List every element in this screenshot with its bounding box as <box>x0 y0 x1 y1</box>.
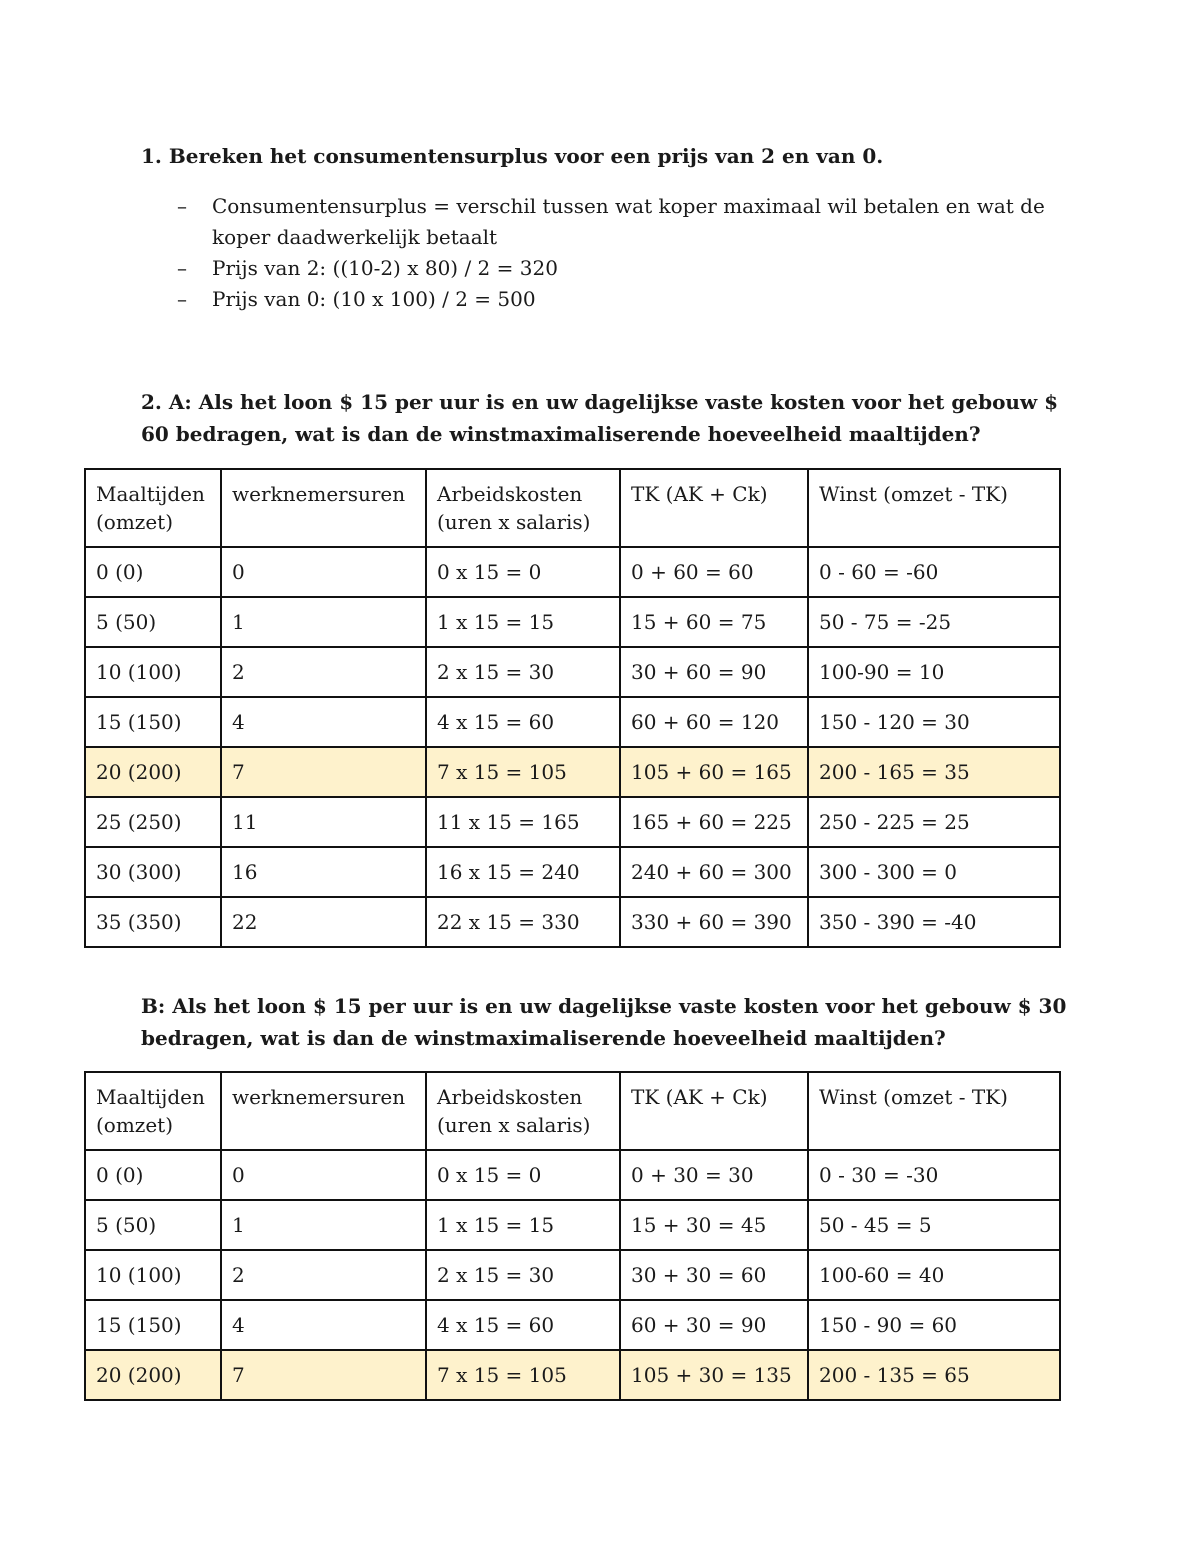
cell: 4 <box>221 1300 426 1350</box>
bullet-text: Prijs van 2: ((10-2) x 80) / 2 = 320 <box>212 256 558 280</box>
question-2b-heading: B: Als het loon $ 15 per uur is en uw dagelijkse vaste kosten voor het gebouw $ 30 bedragen, wat is dan de winstmaximaliserende hoeveelheid maaltijden? <box>141 994 1067 1050</box>
table-row <box>85 897 1060 947</box>
cell: 7 <box>221 1350 426 1400</box>
cell: 15 (150) <box>85 1300 221 1350</box>
header-cell: Winst (omzet - TK) <box>808 469 1060 547</box>
bullet-text: Prijs van 0: (10 x 100) / 2 = 500 <box>212 287 536 311</box>
cell: 1 <box>221 597 426 647</box>
cell: 50 - 45 = 5 <box>808 1200 1060 1250</box>
cell: 30 (300) <box>85 847 221 897</box>
header-cell: werknemersuren <box>221 1072 426 1150</box>
cell: 2 <box>221 647 426 697</box>
table-row <box>85 597 1060 647</box>
cell: 250 - 225 = 25 <box>808 797 1060 847</box>
table-header-row <box>85 1072 1060 1150</box>
table-row <box>85 1150 1060 1200</box>
header-cell: Maaltijden (omzet) <box>85 1072 221 1150</box>
cell: 350 - 390 = -40 <box>808 897 1060 947</box>
cell: 10 (100) <box>85 647 221 697</box>
table-row-highlighted <box>85 747 1060 797</box>
table-row <box>85 1300 1060 1350</box>
cell: 4 x 15 = 60 <box>426 697 620 747</box>
question-1-answer-list <box>177 191 1062 315</box>
header-cell: Maaltijden (omzet) <box>85 469 221 547</box>
cell: 0 <box>221 1150 426 1200</box>
cell: 35 (350) <box>85 897 221 947</box>
header-cell: TK (AK + Ck) <box>620 1072 808 1150</box>
cell: 240 + 60 = 300 <box>620 847 808 897</box>
cell: 105 + 30 = 135 <box>620 1350 808 1400</box>
cell: 300 - 300 = 0 <box>808 847 1060 897</box>
cell: 200 - 135 = 65 <box>808 1350 1060 1400</box>
cell: 330 + 60 = 390 <box>620 897 808 947</box>
cell: 15 + 60 = 75 <box>620 597 808 647</box>
cell: 4 x 15 = 60 <box>426 1300 620 1350</box>
table-row-highlighted <box>85 1350 1060 1400</box>
cell: 16 x 15 = 240 <box>426 847 620 897</box>
cell: 0 + 30 = 30 <box>620 1150 808 1200</box>
cell: 30 + 30 = 60 <box>620 1250 808 1300</box>
cell: 20 (200) <box>85 747 221 797</box>
question-1-heading: 1. Bereken het consumentensurplus voor een prijs van 2 en van 0. <box>141 144 884 168</box>
table-row <box>85 647 1060 697</box>
header-cell: TK (AK + Ck) <box>620 469 808 547</box>
cell: 5 (50) <box>85 1200 221 1250</box>
cell: 100-60 = 40 <box>808 1250 1060 1300</box>
table-row <box>85 547 1060 597</box>
header-cell: werknemersuren <box>221 469 426 547</box>
cell: 22 x 15 = 330 <box>426 897 620 947</box>
cell: 7 x 15 = 105 <box>426 747 620 797</box>
cell: 150 - 120 = 30 <box>808 697 1060 747</box>
table-2b <box>84 1071 1061 1401</box>
bullet-price-2: – Prijs van 2: ((10-2) x 80) / 2 = 320 <box>177 256 558 280</box>
cell: 5 (50) <box>85 597 221 647</box>
cell: 0 (0) <box>85 1150 221 1200</box>
cell: 22 <box>221 897 426 947</box>
cell: 0 x 15 = 0 <box>426 1150 620 1200</box>
cell: 0 x 15 = 0 <box>426 547 620 597</box>
header-cell: Arbeidskosten (uren x salaris) <box>426 469 620 547</box>
cell: 4 <box>221 697 426 747</box>
cell: 165 + 60 = 225 <box>620 797 808 847</box>
cell: 25 (250) <box>85 797 221 847</box>
cell: 200 - 165 = 35 <box>808 747 1060 797</box>
cell: 0 (0) <box>85 547 221 597</box>
bullet-definition: – Consumentensurplus = verschil tussen wat koper maximaal wil betalen en wat de koper daadwerkelijk betaalt <box>177 194 1045 249</box>
cell: 1 x 15 = 15 <box>426 1200 620 1250</box>
table-row <box>85 797 1060 847</box>
cell: 150 - 90 = 60 <box>808 1300 1060 1350</box>
table-2a <box>84 468 1061 948</box>
cell: 60 + 30 = 90 <box>620 1300 808 1350</box>
header-cell: Winst (omzet - TK) <box>808 1072 1060 1150</box>
table-row <box>85 697 1060 747</box>
cell: 15 + 30 = 45 <box>620 1200 808 1250</box>
cell: 50 - 75 = -25 <box>808 597 1060 647</box>
cell: 60 + 60 = 120 <box>620 697 808 747</box>
table-header-row <box>85 469 1060 547</box>
table-row <box>85 847 1060 897</box>
cell: 0 - 60 = -60 <box>808 547 1060 597</box>
cell: 7 x 15 = 105 <box>426 1350 620 1400</box>
cell: 1 <box>221 1200 426 1250</box>
cell: 0 + 60 = 60 <box>620 547 808 597</box>
cell: 15 (150) <box>85 697 221 747</box>
header-cell: Arbeidskosten (uren x salaris) <box>426 1072 620 1150</box>
cell: 10 (100) <box>85 1250 221 1300</box>
cell: 105 + 60 = 165 <box>620 747 808 797</box>
cell: 2 <box>221 1250 426 1300</box>
cell: 11 <box>221 797 426 847</box>
cell: 0 <box>221 547 426 597</box>
cell: 0 - 30 = -30 <box>808 1150 1060 1200</box>
cell: 7 <box>221 747 426 797</box>
question-2a-heading: 2. A: Als het loon $ 15 per uur is en uw dagelijkse vaste kosten voor het gebouw $ 60 bedragen, wat is dan de winstmaximaliserende hoeveelheid maaltijden? <box>141 390 1059 446</box>
cell: 11 x 15 = 165 <box>426 797 620 847</box>
cell: 1 x 15 = 15 <box>426 597 620 647</box>
bullet-text: Consumentensurplus = verschil tussen wat koper maximaal wil betalen en wat de koper daadwerkelijk betaalt <box>212 194 1045 249</box>
table-row <box>85 1250 1060 1300</box>
cell: 16 <box>221 847 426 897</box>
bullet-price-0: – Prijs van 0: (10 x 100) / 2 = 500 <box>177 287 536 311</box>
cell: 2 x 15 = 30 <box>426 1250 620 1300</box>
cell: 2 x 15 = 30 <box>426 647 620 697</box>
cell: 20 (200) <box>85 1350 221 1400</box>
table-row <box>85 1200 1060 1250</box>
cell: 100-90 = 10 <box>808 647 1060 697</box>
cell: 30 + 60 = 90 <box>620 647 808 697</box>
